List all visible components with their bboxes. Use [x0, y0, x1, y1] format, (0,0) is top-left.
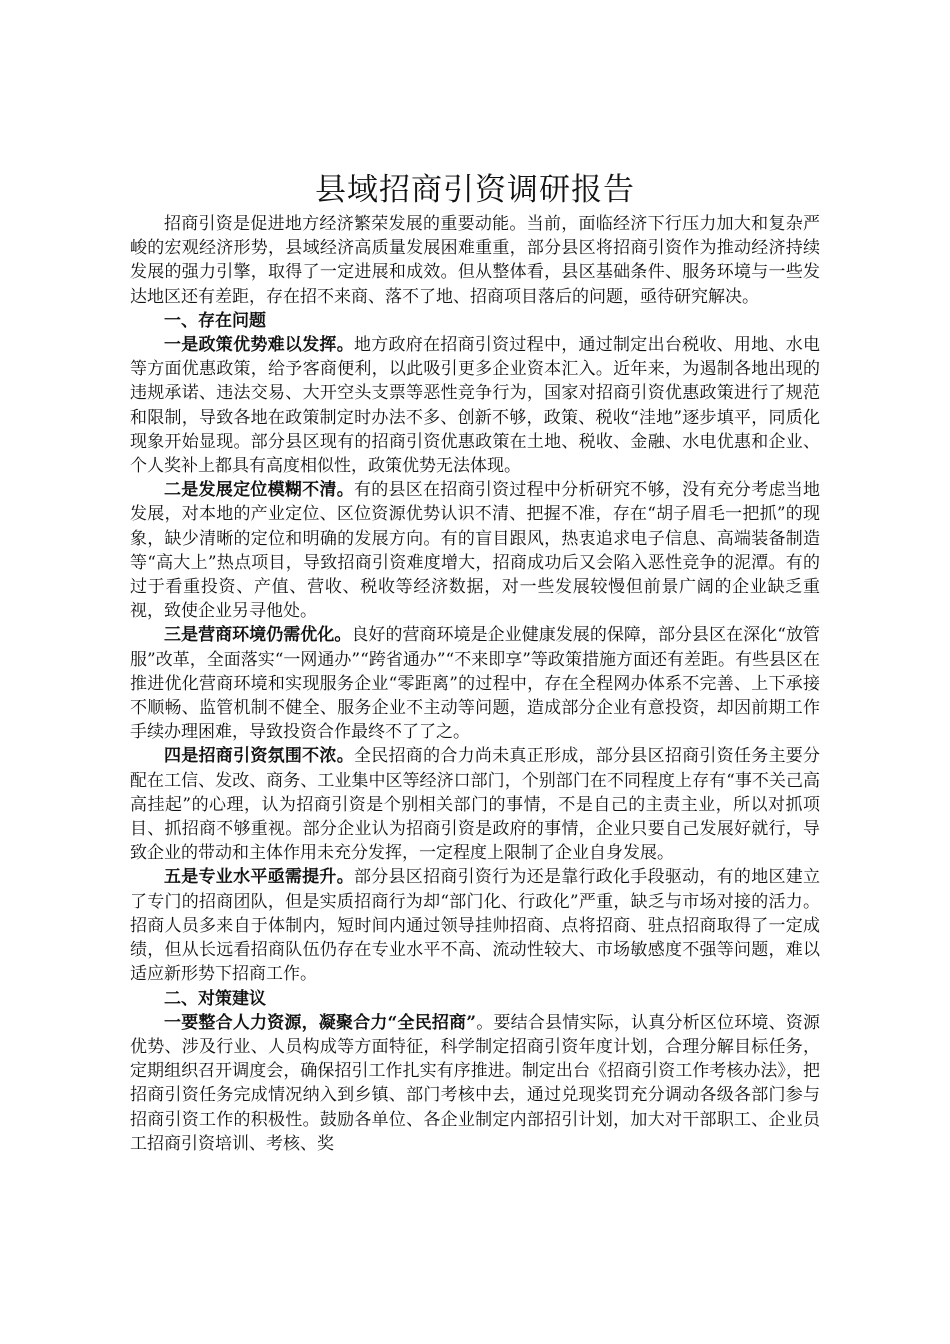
suggestion-body: 。要结合县情实际，认真分析区位环境、资源优势、涉及行业、人员构成等方面特征，科学制定招商引资年度计划，合理分解目标任务，定期组织召开调度会，确保招引工作扎实有序推进。制定出台《招商引资工作考核办法》，把招商引资任务完成情况纳入到乡镇、部门考核中去，通过兑现奖罚充分调动各级各部门参与招商引资工作的积极性。鼓励各单位、各企业制定内部招引计划，加大对干部职工、企业员工招商引资培训、考核、奖 [130, 1012, 821, 1154]
section-heading-suggestions: 二、对策建议 [164, 988, 266, 1009]
problem-body: 部分县区招商引资行为还是靠行政化手段驱动，有的地区建立了专门的招商团队，但是实质招商行为却“部门化、行政化”严重，缺乏与市场对接的活力。招商人员多来自于体制内，短时间内通过领导挂帅招商、点将招商、驻点招商取得了一定成绩，但从长远看招商队伍仍存在专业水平不高、流动性较大、市场敏感度不强等问题，难以适应新形势下招商工作。 [130, 867, 821, 985]
problem-body: 良好的营商环境是企业健康发展的保障，部分县区在深化“放管服”改革，全面落实“一网通办”“跨省通办”“不来即享”等政策措施方面还有差距。有些县区在推进优化营商环境和实现服务企业“零距离”的过程中，存在全程网办体系不完善、上下承接不顺畅、监管机制不健全、服务企业不主动等问题，造成部分企业有意投资，却因前期工作手续办理困难，导致投资合作最终不了了之。 [130, 625, 820, 743]
suggestion-lead: 一要整合人力资源，凝聚合力“全民招商” [164, 1012, 477, 1033]
problem-lead: 五是专业水平亟需提升。 [164, 867, 354, 888]
problem-lead: 一是政策优势难以发挥。 [164, 335, 354, 356]
problem-lead: 二是发展定位模糊不清。 [164, 480, 354, 501]
problem-paragraph-2 [130, 478, 820, 623]
problem-body: 全民招商的合力尚未真正形成，部分县区招商引资任务主要分配在工信、发改、商务、工业集中区等经济口部门，个别部门在不同程度上存有“事不关己高高挂起”的心理，认为招商引资是个别相关部门的事情，不是自己的主责主业，所以对抓项目、抓招商不够重视。部分企业认为招商引资是政府的事情，企业只要自己发展好就行，导致企业的带动和主体作用未充分发挥，一定程度上限制了企业自身发展。 [130, 746, 821, 864]
section-heading-problems: 一、存在问题 [164, 310, 266, 331]
problem-lead: 三是营商环境仍需优化。 [164, 625, 352, 646]
intro-paragraph: 招商引资是促进地方经济繁荣发展的重要动能。当前，面临经济下行压力加大和复杂严峻的宏观经济形势，县域经济高质量发展困难重重，部分县区将招商引资作为推动经济持续发展的强力引擎，取得了一定进展和成效。但从整体看，县区基础条件、服务环境与一些发达地区还有差距，存在招不来商、落不了地、招商项目落后的问题，亟待研究解决。 [130, 214, 820, 307]
problem-paragraph-3 [130, 623, 820, 744]
problem-paragraph-5 [130, 865, 820, 986]
suggestion-paragraph-1 [130, 1011, 820, 1156]
problem-paragraph-1 [130, 333, 820, 478]
problem-paragraph-4 [130, 744, 820, 865]
problem-lead: 四是招商引资氛围不浓。 [164, 746, 354, 767]
problem-body: 有的县区在招商引资过程中分析研究不够，没有充分考虑当地发展，对本地的产业定位、区位资源优势认识不清、把握不准，存在“胡子眉毛一把抓”的现象，缺少清晰的定位和明确的发展方向。有的盲目跟风，热衷追求电子信息、高端装备制造等“高大上”热点项目，导致招商引资难度增大，招商成功后又会陷入恶性竞争的泥潭。有的过于看重投资、产值、营收、税收等经济数据，对一些发展较慢但前景广阔的企业缺乏重视，致使企业另寻他处。 [130, 480, 821, 622]
document-title: 县域招商引资调研报告 [315, 172, 635, 208]
problem-body: 地方政府在招商引资过程中，通过制定出台税收、用地、水电等方面优惠政策，给予客商便利，以此吸引更多企业资本汇入。近年来，为遏制各地出现的违规承诺、违法交易、大开空头支票等恶性竞争行为，国家对招商引资优惠政策进行了规范和限制，导致各地在政策制定时办法不多、创新不够，政策、税收“洼地”逐步填平，同质化现象开始显现。部分县区现有的招商引资优惠政策在土地、税收、金融、水电优惠和企业、个人奖补上都具有高度相似性，政策优势无法体现。 [130, 335, 821, 477]
